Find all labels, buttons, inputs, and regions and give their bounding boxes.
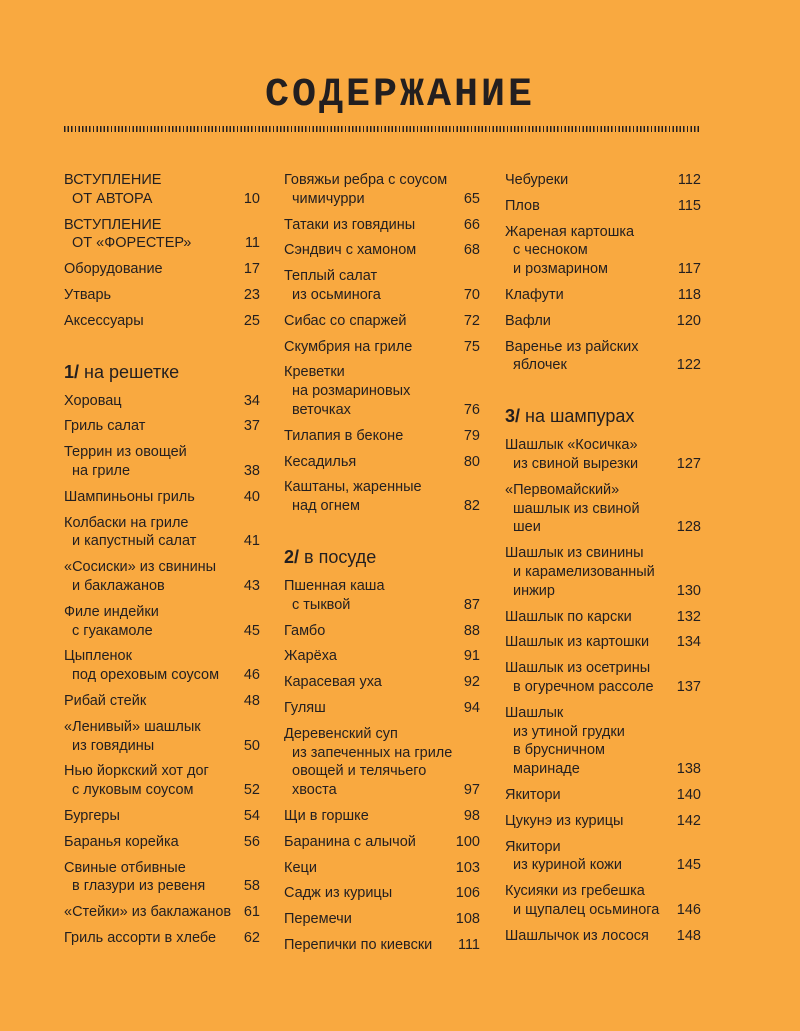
toc-entry[interactable] — [284, 241, 480, 260]
toc-entry[interactable] — [284, 267, 480, 305]
toc-page-number: 137 — [676, 678, 701, 695]
toc-page-number: 130 — [676, 582, 701, 599]
toc-page-number: 128 — [676, 519, 701, 536]
toc-entry-title: из куриной кожи — [513, 857, 622, 874]
toc-entry[interactable] — [64, 903, 260, 922]
toc-entry[interactable] — [284, 859, 480, 878]
toc-page-number: 146 — [676, 901, 701, 918]
toc-entry[interactable] — [64, 692, 260, 711]
toc-page-number: 54 — [243, 807, 260, 824]
toc-page-number: 61 — [243, 904, 260, 921]
toc-entry[interactable] — [284, 312, 480, 331]
toc-entry[interactable] — [284, 936, 480, 955]
toc-entry-title: Каштаны, жаренные — [284, 479, 422, 496]
toc-entry[interactable] — [505, 608, 701, 627]
toc-entry-title: на розмариновых — [292, 383, 411, 400]
toc-entry-title: ОТ «ФОРЕСТЕР» — [72, 235, 192, 252]
toc-entry-title: из утиной грудки — [513, 723, 625, 740]
section-number: 3/ — [505, 406, 521, 427]
toc-entry[interactable] — [284, 622, 480, 641]
toc-entry[interactable] — [284, 647, 480, 666]
toc-entry-title: над огнем — [292, 498, 360, 515]
toc-entry-title: с гуакамоле — [72, 622, 153, 639]
toc-page-number: 45 — [243, 622, 260, 639]
toc-entry[interactable] — [505, 882, 701, 920]
title-divider — [64, 126, 701, 132]
toc-entry-title: Аксессуары — [64, 312, 144, 329]
toc-page-number: 38 — [243, 462, 260, 479]
toc-entry[interactable] — [505, 659, 701, 697]
toc-entry-title: инжир — [513, 582, 555, 599]
toc-page-number: 132 — [676, 608, 701, 625]
toc-entry-title: Теплый салат — [284, 268, 378, 285]
toc-entry-title: Сибас со спаржей — [284, 312, 407, 329]
toc-page-number: 48 — [243, 692, 260, 709]
toc-entry-title: Утварь — [64, 286, 112, 303]
toc-entry[interactable] — [64, 171, 260, 209]
toc-entry-title: «Стейки» из баклажанов — [64, 904, 232, 921]
toc-entry-title: Перепички по киевски — [284, 936, 433, 953]
section-label: на решетке — [79, 361, 180, 382]
toc-page-number: 127 — [676, 455, 701, 472]
toc-entry-title: Тилапия в беконе — [284, 427, 404, 444]
toc-page-number: 92 — [463, 674, 480, 691]
toc-entry-title: ОТ АВТОРА — [72, 190, 153, 207]
toc-entry-title: и розмарином — [513, 261, 608, 278]
toc-entry-title: Гамбо — [284, 622, 326, 639]
toc-entry-title: и карамелизованный — [513, 563, 655, 580]
toc-entry[interactable] — [505, 312, 701, 331]
toc-entry[interactable] — [64, 286, 260, 305]
toc-page-number: 56 — [243, 833, 260, 850]
toc-page-number: 117 — [677, 261, 701, 278]
toc-entry[interactable] — [505, 633, 701, 652]
toc-page-number: 91 — [463, 648, 480, 665]
toc-entry-title: Свиные отбивные — [64, 859, 186, 876]
toc-entry[interactable] — [64, 216, 260, 254]
toc-entry-title: Баранья корейка — [64, 833, 179, 850]
toc-page-number: 120 — [676, 312, 701, 329]
toc-entry[interactable] — [284, 807, 480, 826]
toc-entry-title: Жарёха — [284, 648, 337, 665]
toc-entry[interactable] — [284, 427, 480, 446]
toc-page-number: 52 — [243, 782, 260, 799]
toc-entry[interactable] — [284, 453, 480, 472]
toc-page-number: 10 — [243, 190, 260, 207]
toc-page-number: 23 — [243, 286, 260, 303]
toc-entry[interactable] — [284, 478, 480, 516]
section-number: 2/ — [284, 546, 300, 567]
toc-entry[interactable] — [505, 171, 701, 190]
toc-entry[interactable] — [505, 812, 701, 831]
toc-entry[interactable] — [505, 286, 701, 305]
toc-entry[interactable] — [64, 859, 260, 897]
toc-entry-title: Шашлык из свинины — [505, 545, 644, 562]
toc-entry-title: Гриль ассорти в хлебе — [64, 929, 217, 946]
toc-entry[interactable] — [64, 603, 260, 641]
toc-page-number: 70 — [463, 286, 480, 303]
toc-entry[interactable] — [64, 417, 260, 436]
toc-entry-title: Перемечи — [284, 911, 352, 928]
toc-page-number: 111 — [457, 936, 480, 953]
toc-page-number: 100 — [455, 833, 480, 850]
toc-entry-title: на гриле — [72, 462, 131, 479]
toc-page-number: 87 — [463, 596, 480, 613]
toc-entry[interactable] — [505, 704, 701, 779]
toc-entry-title: Цыпленок — [64, 648, 132, 665]
toc-entry-title: Чебуреки — [505, 172, 569, 188]
toc-page-number: 148 — [676, 927, 701, 944]
toc-entry-title: чимичурри — [292, 190, 365, 207]
toc-entry[interactable] — [64, 833, 260, 852]
toc-column-3 — [505, 171, 701, 953]
toc-entry-title: Жареная картошка — [505, 223, 635, 240]
toc-entry[interactable] — [64, 558, 260, 596]
toc-entry-title: Креветки — [284, 364, 345, 381]
section-number: 1/ — [64, 361, 80, 382]
toc-entry-title: Сэндвич с хамоном — [284, 242, 417, 259]
toc-entry-title: веточках — [292, 401, 351, 418]
toc-entry[interactable] — [284, 363, 480, 419]
toc-entry-title: Рибай стейк — [64, 692, 147, 709]
toc-entry[interactable] — [505, 786, 701, 805]
toc-entry-title: «Сосиски» из свинины — [64, 559, 217, 576]
toc-page-number: 41 — [243, 533, 260, 550]
toc-page-number: 40 — [243, 488, 260, 505]
toc-entry-title: Шампиньоны гриль — [64, 488, 195, 505]
toc-entry-title: «Ленивый» шашлык — [64, 718, 201, 735]
toc-entry-title: Варенье из райских — [505, 338, 639, 355]
toc-page-number: 134 — [676, 634, 701, 651]
toc-entry[interactable] — [64, 762, 260, 800]
toc-column-1 — [64, 171, 260, 955]
toc-entry-title: Шашлык — [505, 704, 564, 721]
section-label: в посуде — [299, 546, 377, 567]
toc-entry[interactable] — [284, 171, 480, 209]
toc-entry-title: Говяжьи ребра с соусом — [284, 172, 448, 188]
toc-entry[interactable] — [284, 338, 480, 357]
toc-entry-title: Гуляш — [284, 699, 326, 716]
toc-page-number: 94 — [463, 699, 480, 716]
toc-entry[interactable] — [505, 197, 701, 216]
toc-page-number: 76 — [463, 401, 480, 418]
toc-entry-title: Шашлык «Косичка» — [505, 437, 638, 454]
toc-page-number: 75 — [463, 338, 480, 355]
toc-entry[interactable] — [505, 338, 701, 376]
toc-entry-title: хвоста — [292, 782, 337, 799]
toc-entry-title: Клафути — [505, 286, 564, 303]
toc-page-number: 97 — [463, 782, 480, 799]
toc-entry-title: Якитори — [505, 786, 561, 803]
toc-entry-title: Нью йоркский хот дог — [64, 763, 209, 780]
toc-entry-title: Колбаски на гриле — [64, 514, 189, 531]
toc-entry-title: и капустный салат — [72, 533, 197, 550]
toc-page-number: 37 — [243, 418, 260, 435]
toc-entry-title: из свиной вырезки — [513, 455, 639, 472]
toc-entry-title: Пшенная каша — [284, 577, 385, 594]
toc-entry-title: Гриль салат — [64, 418, 146, 435]
toc-entry-title: яблочек — [513, 357, 567, 374]
toc-entry[interactable] — [284, 216, 480, 235]
toc-page-number: 34 — [243, 392, 260, 409]
toc-entry[interactable] — [284, 884, 480, 903]
toc-page-number: 142 — [676, 812, 701, 829]
toc-entry-title: шеи — [513, 519, 541, 536]
toc-page-number: 138 — [676, 761, 701, 778]
toc-entry[interactable] — [505, 436, 701, 474]
toc-entry-title: с чесноком — [513, 242, 588, 259]
toc-page-number: 106 — [455, 885, 480, 902]
toc-entry-title: Кусияки из гребешка — [505, 883, 645, 900]
toc-page-number: 62 — [243, 929, 260, 946]
toc-entry-title: Вафли — [505, 312, 551, 329]
toc-entry[interactable] — [505, 838, 701, 876]
toc-page-number: 88 — [463, 622, 480, 639]
toc-entry[interactable] — [64, 647, 260, 685]
toc-page-number: 65 — [463, 190, 480, 207]
toc-entry-title: Плов — [505, 197, 540, 214]
toc-entry-title: в глазури из ревеня — [72, 878, 206, 895]
section-heading — [505, 405, 701, 427]
toc-page-number: 72 — [463, 312, 480, 329]
toc-entry[interactable] — [505, 544, 701, 600]
page-title: СОДЕРЖАНИЕ — [264, 73, 536, 118]
toc-entry-title: овощей и телячьего — [292, 763, 427, 780]
toc-entry[interactable] — [64, 443, 260, 481]
toc-entry[interactable] — [64, 260, 260, 279]
toc-entry[interactable] — [64, 392, 260, 411]
toc-entry[interactable] — [284, 725, 480, 800]
toc-page-number: 122 — [676, 357, 701, 374]
toc-page-number: 66 — [463, 216, 480, 233]
toc-page-number: 17 — [243, 261, 260, 278]
toc-entry[interactable] — [505, 223, 701, 279]
toc-page-number: 58 — [243, 878, 260, 895]
toc-entry[interactable] — [284, 699, 480, 718]
toc-entry[interactable] — [64, 514, 260, 552]
toc-column-2 — [284, 171, 480, 962]
toc-page-number: 50 — [243, 737, 260, 754]
toc-page-number: 25 — [243, 312, 260, 329]
toc-entry-title: Кеци — [284, 859, 317, 876]
toc-entry[interactable] — [64, 807, 260, 826]
toc-entry-title: Шашлычок из лосося — [505, 927, 649, 944]
toc-entry-title: маринаде — [513, 761, 580, 778]
toc-page-number: 82 — [463, 498, 480, 515]
toc-entry-title: Шашлык по карски — [505, 608, 632, 625]
toc-entry[interactable] — [64, 929, 260, 948]
toc-page-number: 79 — [463, 427, 480, 444]
toc-entry-title: Цукунэ из курицы — [505, 812, 624, 829]
toc-entry[interactable] — [284, 577, 480, 615]
toc-entry-title: Террин из овощей — [64, 444, 187, 461]
toc-entry[interactable] — [505, 927, 701, 946]
toc-entry[interactable] — [64, 312, 260, 331]
toc-entry-title: Шашлык из осетрины — [505, 660, 651, 677]
toc-page-number: 115 — [677, 197, 701, 214]
toc-entry-title: Кесадилья — [284, 453, 357, 470]
toc-page-number: 68 — [463, 242, 480, 259]
toc-entry-title: Якитори — [505, 838, 561, 855]
toc-entry-title: ВСТУПЛЕНИЕ — [64, 172, 162, 188]
toc-entry-title: Баранина с алычой — [284, 833, 416, 850]
toc-entry-title: шашлык из свиной — [513, 500, 640, 517]
toc-entry-title: в брусничном — [513, 742, 605, 759]
toc-entry-title: Садж из курицы — [284, 885, 393, 902]
toc-page-number: 118 — [677, 286, 701, 303]
toc-entry-title: из осьминога — [292, 286, 381, 303]
toc-page-number: 11 — [244, 235, 260, 252]
toc-page-number: 98 — [463, 807, 480, 824]
toc-page-number: 108 — [455, 911, 480, 928]
toc-page-number: 145 — [676, 857, 701, 874]
section-heading — [284, 546, 480, 568]
toc-entry-title: «Первомайский» — [505, 481, 620, 498]
section-label: на шампурах — [520, 406, 635, 427]
toc-entry-title: в огуречном рассоле — [513, 678, 654, 695]
toc-entry-title: Татаки из говядины — [284, 216, 416, 233]
toc-entry[interactable] — [64, 488, 260, 507]
toc-entry-title: Хоровац — [64, 392, 122, 409]
toc-page-number: 140 — [676, 786, 701, 803]
toc-entry-title: Шашлык из картошки — [505, 634, 650, 651]
toc-entry-title: и щупалец осьминога — [513, 901, 660, 918]
section-heading — [64, 361, 260, 383]
toc-page-number: 43 — [243, 577, 260, 594]
toc-entry[interactable] — [284, 673, 480, 692]
toc-entry[interactable] — [284, 833, 480, 852]
toc-entry[interactable] — [284, 910, 480, 929]
toc-page-number: 103 — [455, 859, 480, 876]
toc-entry-title: Деревенский суп — [284, 725, 398, 742]
toc-entry-title: Карасевая уха — [284, 674, 382, 691]
toc-page-number: 80 — [463, 453, 480, 470]
toc-entry-title: и баклажанов — [72, 577, 165, 594]
toc-entry-title: с луковым соусом — [72, 782, 194, 799]
toc-entry-title: Филе индейки — [64, 603, 159, 620]
toc-page-number: 112 — [677, 172, 701, 188]
toc-entry-title: Скумбрия на гриле — [284, 338, 413, 355]
toc-entry-title: из запеченных на гриле — [292, 744, 453, 761]
toc-entry-title: ВСТУПЛЕНИЕ — [64, 216, 162, 233]
toc-entry[interactable] — [505, 481, 701, 537]
toc-entry[interactable] — [64, 718, 260, 756]
toc-entry-title: из говядины — [72, 737, 155, 754]
toc-entry-title: под ореховым соусом — [72, 667, 220, 684]
toc-entry-title: Оборудование — [64, 261, 163, 278]
toc-entry-title: с тыквой — [292, 596, 351, 613]
toc-page-number: 46 — [243, 667, 260, 684]
toc-entry-title: Бургеры — [64, 807, 120, 824]
toc-entry-title: Щи в горшке — [284, 807, 369, 824]
